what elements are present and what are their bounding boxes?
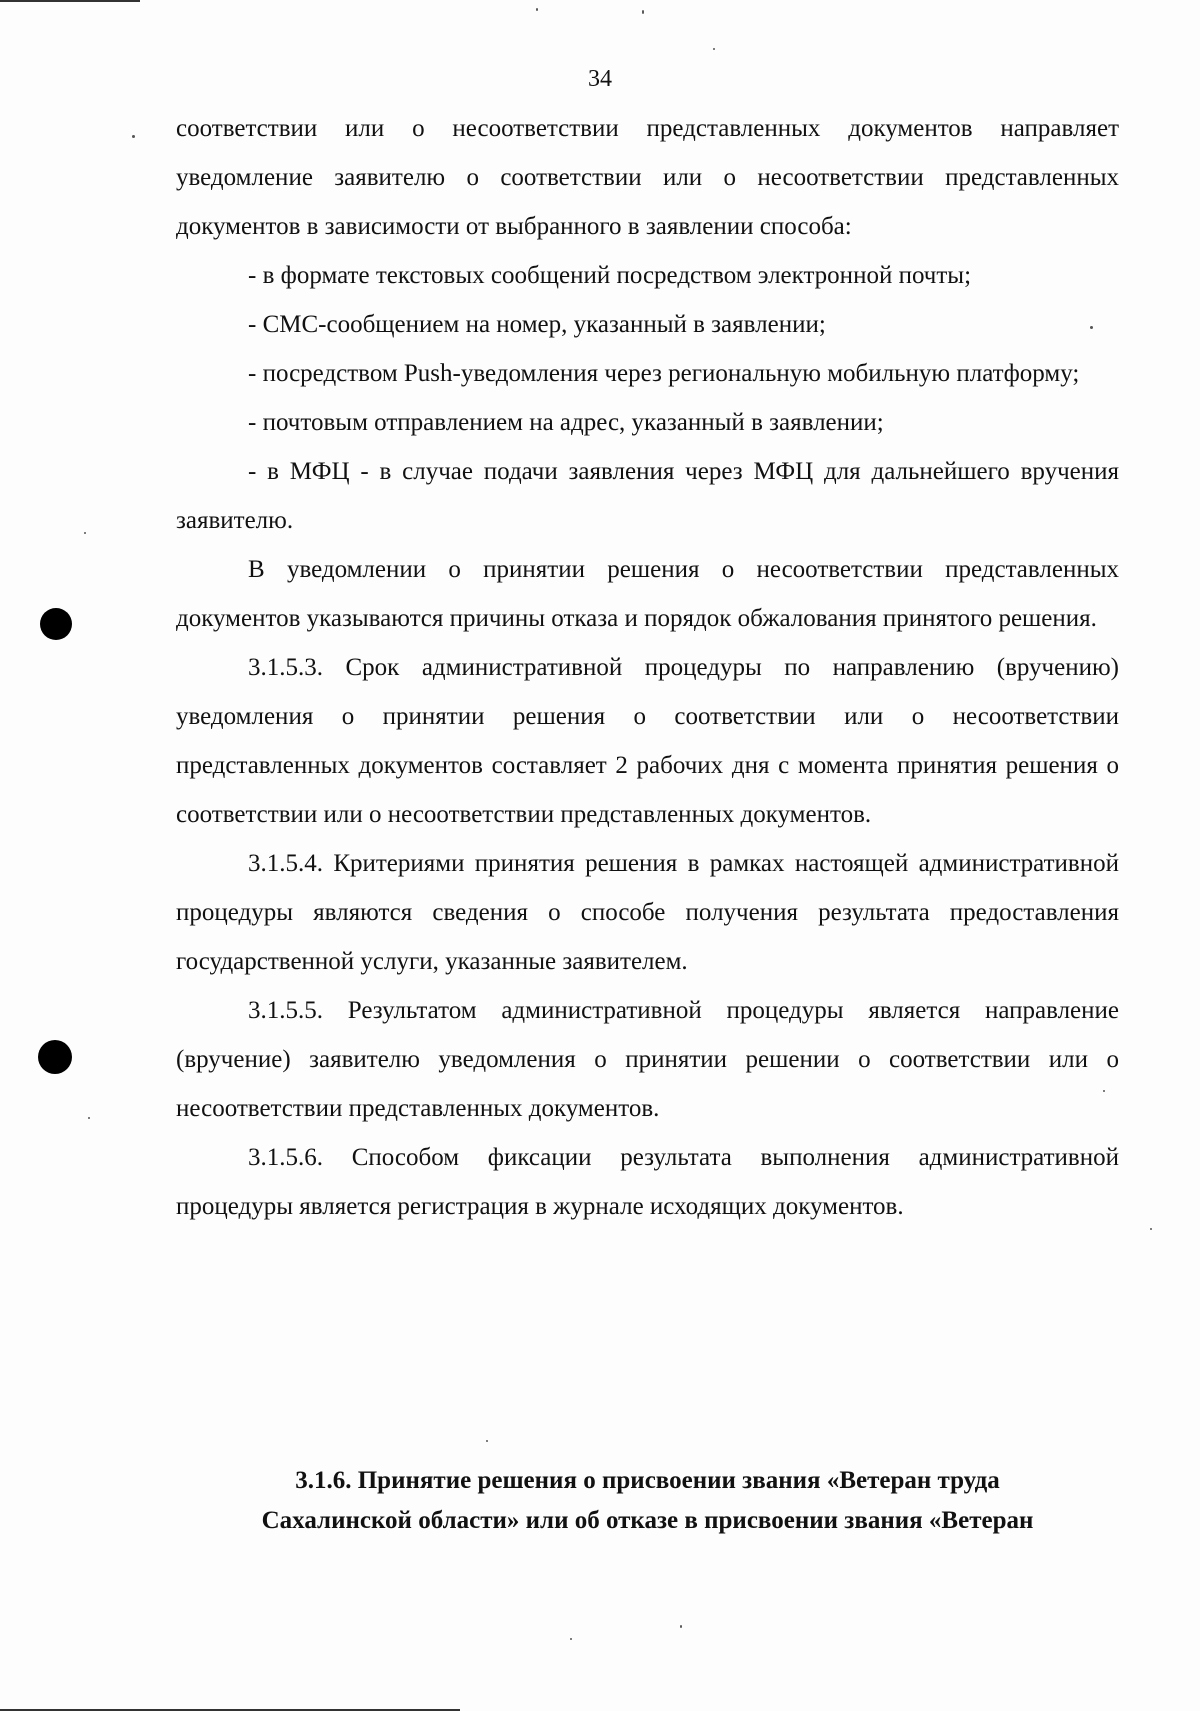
paragraph: В уведомлении о принятии решения о несоответствии представленных документов указываются причины отказа и порядок обжалования принятого решения. — [176, 556, 1119, 632]
body-text — [176, 104, 1119, 1231]
section-heading-line: Сахалинской области» или об отказе в присвоении звания «Ветеран — [261, 1507, 1034, 1534]
scan-speck — [132, 135, 135, 138]
scan-speck — [1150, 1228, 1152, 1230]
scan-speck — [486, 1440, 488, 1442]
punch-hole-lower — [38, 1040, 72, 1074]
list-item: - в МФЦ - в случае подачи заявления через МФЦ для дальнейшего вручения заявителю. — [176, 458, 1119, 534]
paragraph: соответствии или о несоответствии представленных документов направляет уведомление заявителю о соответствии или о несоответствии представленных документов в зависимости от выбранного в заявлении способа: — [176, 115, 1119, 240]
clause-3-1-5-4: 3.1.5.4. Критериями принятия решения в рамках настоящей административной процедуры являются сведения о способе получения результата предоставления государственной услуги, указанные заявителем. — [176, 850, 1119, 975]
section-heading — [176, 1461, 1119, 1541]
scan-speck — [88, 1117, 90, 1119]
punch-hole-upper — [40, 608, 72, 640]
section-heading-line: 3.1.6. Принятие решения о присвоении звания «Ветеран труда — [295, 1467, 1000, 1494]
clause-3-1-5-6: 3.1.5.6. Способом фиксации результата выполнения административной процедуры является регистрация в журнале исходящих документов. — [176, 1144, 1119, 1220]
scan-speck — [642, 10, 644, 14]
page-number: 34 — [588, 66, 612, 92]
list-item: - СМС-сообщением на номер, указанный в заявлении; — [248, 311, 826, 338]
scan-speck — [713, 48, 715, 50]
clause-3-1-5-5: 3.1.5.5. Результатом административной процедуры является направление (вручение) заявителю уведомления о принятии решении о соответствии или о несоответствии представленных документов. — [176, 997, 1119, 1122]
scan-speck — [84, 532, 86, 534]
list-item: - посредством Push-уведомления через региональную мобильную платформу; — [248, 360, 1080, 387]
scan-speck — [680, 1625, 682, 1628]
clause-3-1-5-3: 3.1.5.3. Срок административной процедуры по направлению (вручению) уведомления о принятии решения о соответствии или о несоответствии представленных документов составляет 2 рабочих дня с момента принятия решения о соответствии или о несоответствии представленных документов. — [176, 654, 1119, 828]
scan-speck — [536, 8, 538, 11]
scan-edge-top — [0, 0, 140, 2]
list-item: - в формате текстовых сообщений посредством электронной почты; — [248, 262, 972, 289]
list-item: - почтовым отправлением на адрес, указанный в заявлении; — [248, 409, 884, 436]
scan-speck — [570, 1638, 572, 1640]
